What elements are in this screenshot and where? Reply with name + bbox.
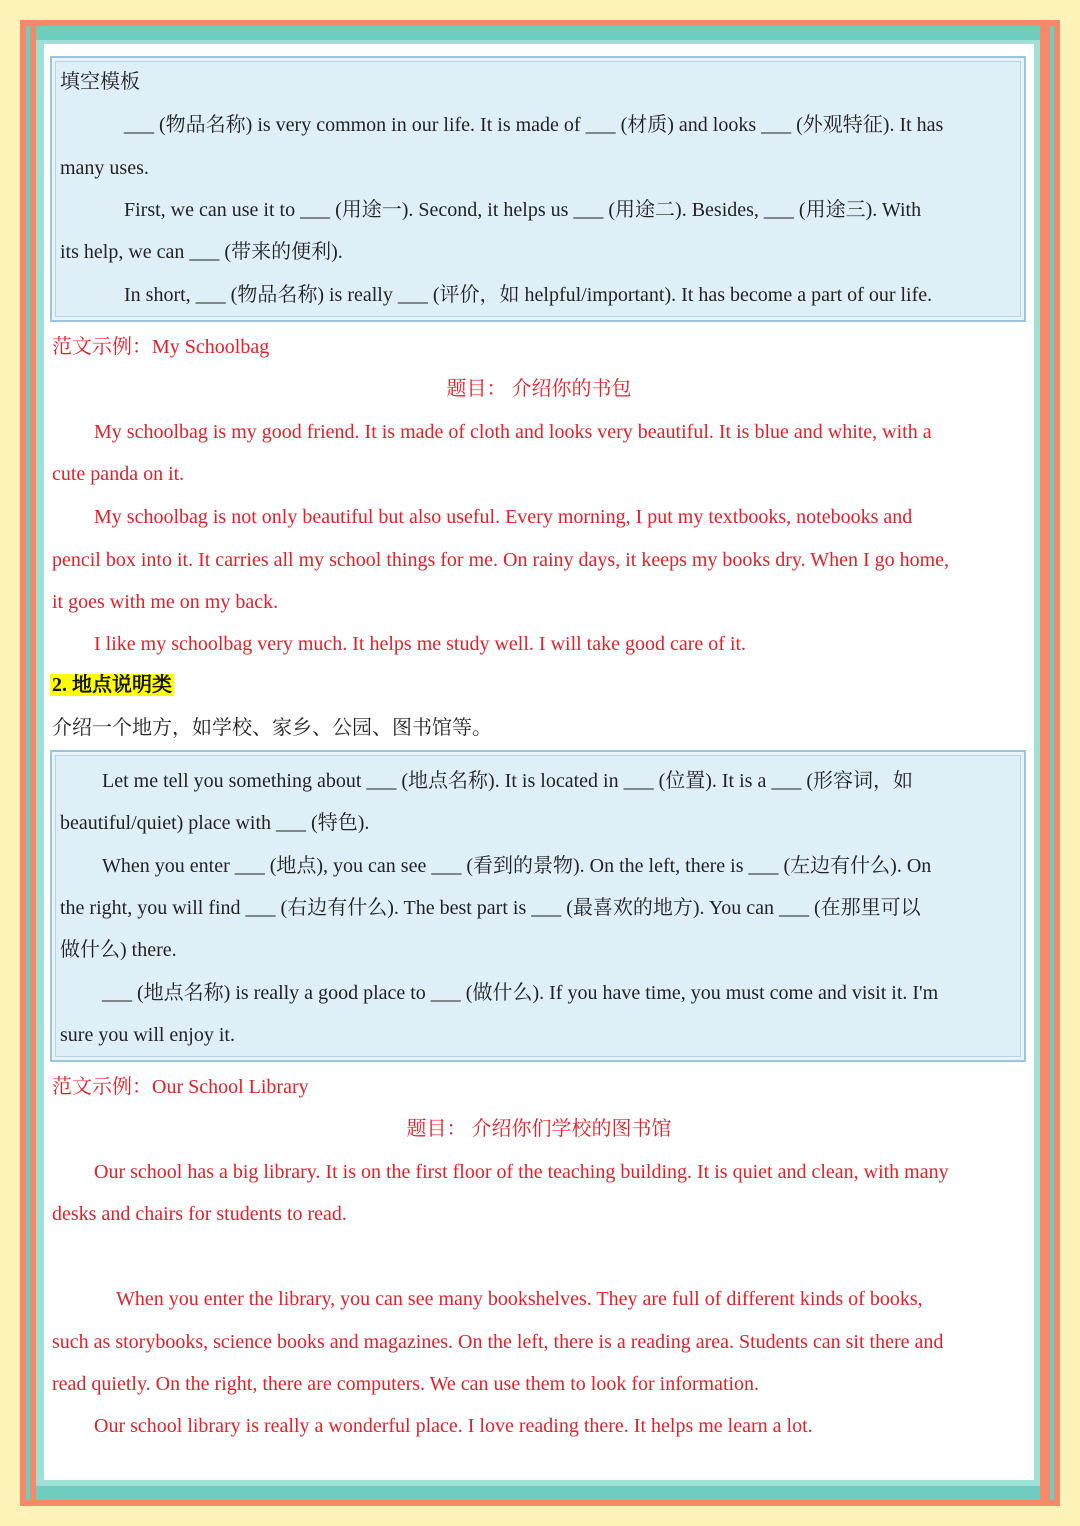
template2-p3-line2: sure you will enjoy it. [60, 1024, 235, 1046]
section2-heading [50, 673, 174, 697]
sample1-p2-line3: it goes with me on my back. [52, 591, 279, 613]
template2-p2-line1: When you enter ___ (地点), you can see ___ (看到的景物). On the left, there is ___ (左边有什么). On [102, 855, 932, 877]
sample2-label: 范文示例：Our School Library [52, 1076, 309, 1098]
page-border-right-stripe [1040, 20, 1050, 1506]
template1-p1-line2: many uses. [60, 157, 149, 179]
sample1-p1-line2: cute panda on it. [52, 463, 185, 485]
template1-p2-line2: its help, we can ___ (带来的便利). [60, 241, 343, 263]
page-border-left-stripe [30, 20, 36, 1506]
sample2-p1-line2: desks and chairs for students to read. [52, 1203, 347, 1225]
template1-p3: In short, ___ (物品名称) is really ___ (评价，如 helpful/important). It has become a part of our life. [124, 284, 933, 306]
template1-p2-line1: First, we can use it to ___ (用途一). Second, it helps us ___ (用途二). Besides, ___ (用途三). With [124, 199, 922, 221]
sample2-p2-line3: read quietly. On the right, there are computers. We can use them to look for information. [52, 1373, 760, 1395]
sample1-p2-line1: My schoolbag is not only beautiful but also useful. Every morning, I put my textbooks, notebooks and [94, 506, 913, 528]
template1-p1-line1: ___ (物品名称) is very common in our life. It is made of ___ (材质) and looks ___ (外观特征). It has [124, 114, 944, 136]
sample2-p2-line1: When you enter the library, you can see many bookshelves. They are full of different kinds of books, [116, 1288, 923, 1310]
document-page [44, 44, 1034, 1480]
template2-p2-line3: 做什么) there. [60, 939, 177, 961]
sample2-p3: Our school library is really a wonderful place. I love reading there. It helps me learn a lot. [94, 1415, 813, 1437]
template2-p2-line2: the right, you will find ___ (右边有什么). The best part is ___ (最喜欢的地方). You can ___ (在那里可以 [60, 897, 921, 919]
section2-heading-text: 2. 地点说明类 [52, 674, 172, 696]
sample2-title: 题目： 介绍你们学校的图书馆 [406, 1118, 672, 1140]
sample1-title: 题目： 介绍你的书包 [446, 378, 632, 400]
template2-p3-line1: ___ (地点名称) is really a good place to ___ (做什么). If you have time, you must come and visit it. I'm [102, 982, 939, 1004]
sample1-p1-line1: My schoolbag is my good friend. It is made of cloth and looks very beautiful. It is blue and white, with a [94, 421, 932, 443]
sample1-label: 范文示例：My Schoolbag [52, 336, 270, 358]
template2-p1-line2: beautiful/quiet) place with ___ (特色). [60, 812, 370, 834]
sample2-p2-line2: such as storybooks, science books and magazines. On the left, there is a reading area. Students can sit there and [52, 1331, 944, 1353]
section2-description: 介绍一个地方，如学校、家乡、公园、图书馆等。 [52, 717, 492, 739]
sample2-p1-line1: Our school has a big library. It is on the first floor of the teaching building. It is quiet and clean, with many [94, 1161, 949, 1183]
template2-p1-line1: Let me tell you something about ___ (地点名称). It is located in ___ (位置). It is a ___ (形容词，如 [102, 770, 913, 792]
template-heading: 填空模板 [60, 71, 140, 93]
sample1-p3: I like my schoolbag very much. It helps me study well. I will take good care of it. [94, 633, 747, 655]
sample1-p2-line2: pencil box into it. It carries all my school things for me. On rainy days, it keeps my books dry. When I go home, [52, 549, 950, 571]
